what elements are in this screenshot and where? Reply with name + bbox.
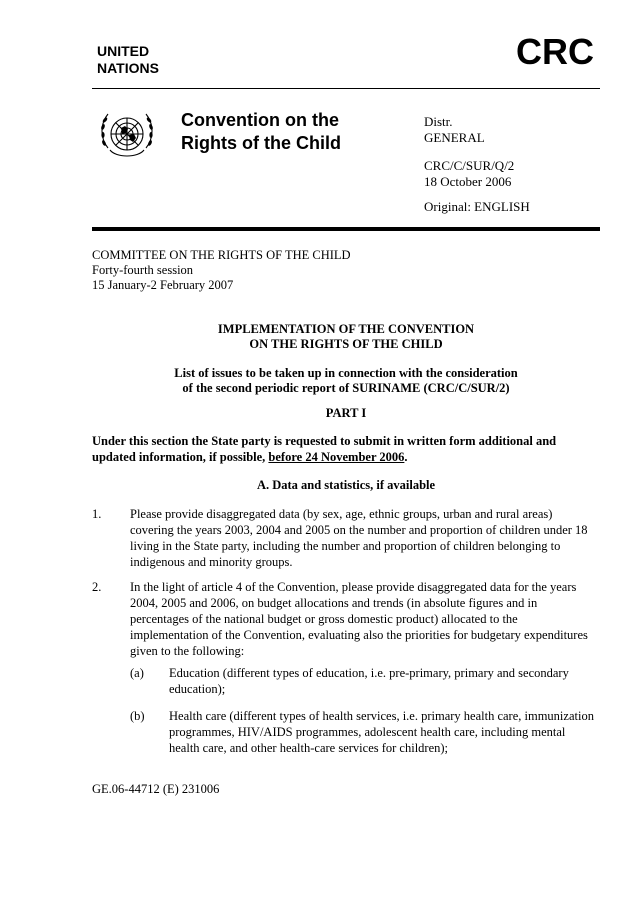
document-series-symbol: CRC [516, 31, 594, 72]
document-title-line-1: IMPLEMENTATION OF THE CONVENTION [217, 322, 475, 336]
un-emblem-icon [96, 106, 158, 166]
section-heading: A. Data and statistics, if available [256, 478, 436, 492]
sub-item-label: (a) [130, 666, 144, 680]
document-subtitle [92, 366, 600, 396]
committee-block [92, 248, 351, 293]
document-title [92, 322, 600, 352]
original-language: Original: ENGLISH [424, 199, 530, 214]
item-number: 1. [92, 507, 102, 521]
session-dates: 15 January-2 February 2007 [92, 278, 234, 292]
header-bottom-rule [92, 227, 600, 231]
job-number: GE.06-44712 (E) 231006 [92, 782, 220, 796]
intro-paragraph [92, 433, 600, 465]
item-number: 2. [92, 580, 102, 594]
list-item [92, 506, 600, 572]
org-line-1: UNITED [97, 43, 150, 59]
list-item [92, 579, 600, 661]
sub-list-item [130, 708, 600, 758]
intro-end: . [404, 450, 408, 464]
item-text: Please provide disaggregated data (by sex, age, ethnic groups, urban and rural areas) covering the years 2003, 2004 and 2005 on the number and proportion of children under 18 living in the State party, including the number and proportion of children belonging to indigenous and minority groups. [130, 507, 588, 569]
sub-item-label: (b) [130, 709, 145, 723]
distribution-value: GENERAL [424, 130, 485, 145]
part-heading: PART I [325, 406, 367, 420]
document-subtitle-line-2: of the second periodic report of SURINAME (CRC/C/SUR/2) [182, 381, 510, 395]
item-text: In the light of article 4 of the Convention, please provide disaggregated data for the years 2004, 2005 and 2006, on budget allocations and trends (in absolute figures and in percentages of the national budget or gross domestic product) allocated to the implementation of the Convention, evaluating also the priorities for budgetary expenditures given to the following: [130, 580, 588, 658]
document-symbol: CRC/C/SUR/Q/2 [424, 158, 515, 173]
document-subtitle-line-1: List of issues to be taken up in connection with the consideration [174, 366, 518, 380]
convention-title [181, 109, 341, 155]
intro-deadline: before 24 November 2006 [268, 450, 405, 464]
org-line-2: NATIONS [97, 60, 159, 76]
convention-title-line-2: Rights of the Child [181, 133, 341, 153]
sub-item-text: Health care (different types of health services, i.e. primary health care, immunization programmes, HIV/AIDS programmes, adolescent health care, including mental health care, and other health-care services for children); [169, 709, 594, 755]
organization-name [97, 43, 159, 77]
convention-title-line-1: Convention on the [181, 110, 339, 130]
committee-name: COMMITTEE ON THE RIGHTS OF THE CHILD [92, 248, 351, 262]
intro-text: Under this section the State party is requested to submit in written form additional and updated information, if possible, [92, 434, 557, 464]
distribution-block [424, 114, 485, 146]
sub-item-text: Education (different types of education, i.e. pre-primary, primary and secondary education); [169, 666, 569, 696]
session-name: Forty-fourth session [92, 263, 194, 277]
header-divider [92, 88, 600, 89]
sub-list-item [130, 665, 600, 699]
document-title-line-2: ON THE RIGHTS OF THE CHILD [249, 337, 443, 351]
document-date: 18 October 2006 [424, 174, 512, 189]
document-reference [424, 158, 514, 190]
distribution-label: Distr. [424, 114, 453, 129]
